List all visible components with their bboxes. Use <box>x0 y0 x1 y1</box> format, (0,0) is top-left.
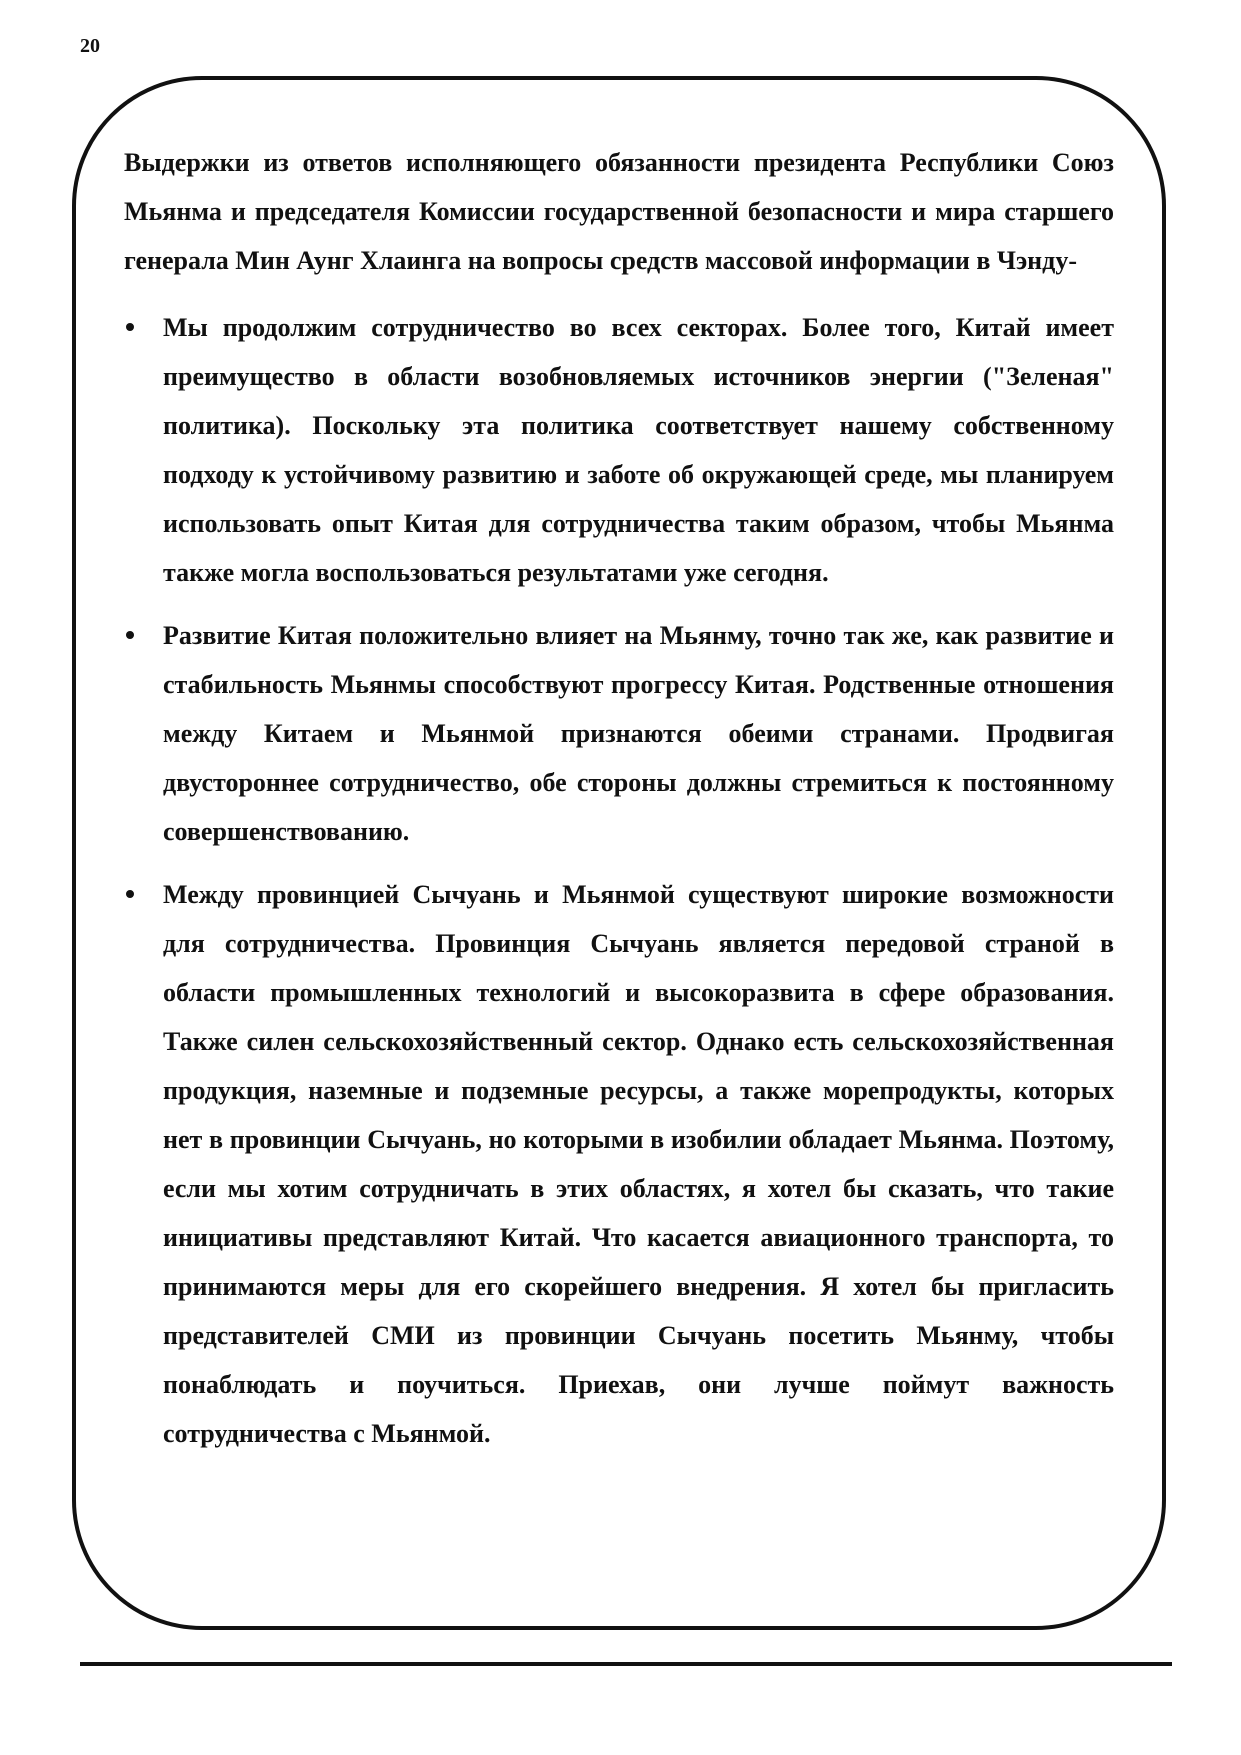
bullet-text: Мы продолжим сотрудничество во всех секторах. Более того, Китай имеет преимущество в области возобновляемых источников энергии ("Зеленая" политика). Поскольку эта политика соответствует нашему собственному подходу к устойчивому развитию и заботе об окружающей среде, мы планируем использовать опыт Китая для сотрудничества таким образом, чтобы Мьянма также могла воспользоваться результатами уже сегодня. <box>163 313 1114 587</box>
frame-content <box>124 138 1114 1472</box>
bullet-item <box>124 611 1114 856</box>
page-number: 20 <box>80 35 100 57</box>
bullet-item <box>124 303 1114 597</box>
bullet-dot-icon <box>126 890 134 898</box>
bullet-dot-icon <box>126 631 134 639</box>
rounded-text-frame <box>72 76 1166 1630</box>
bullet-text: Между провинцией Сычуань и Мьянмой существуют широкие возможности для сотрудничества. Провинция Сычуань является передовой страной в области промышленных технологий и высокоразвита в сфере образования. Также силен сельскохозяйственный сектор. Однако есть сельскохозяйственная продукция, наземные и подземные ресурсы, а также морепродукты, которых нет в провинции Сычуань, но которыми в изобилии обладает Мьянма. Поэтому, если мы хотим сотрудничать в этих областях, я хотел бы сказать, что такие инициативы представляют Китай. Что касается авиационного транспорта, то принимаются меры для его скорейшего внедрения. Я хотел бы пригласить представителей СМИ из провинции Сычуань посетить Мьянму, чтобы понаблюдать и поучиться. Приехав, они лучше поймут важность сотрудничества с Мьянмой. <box>163 880 1114 1448</box>
bullet-item <box>124 870 1114 1458</box>
intro-paragraph: Выдержки из ответов исполняющего обязанности президента Республики Союз Мьянма и председателя Комиссии государственной безопасности и мира старшего генерала Мин Аунг Хлаинга на вопросы средств массовой информации в Чэнду- <box>124 148 1114 275</box>
bullet-dot-icon <box>126 323 134 331</box>
bullet-list <box>124 303 1114 1458</box>
bullet-text: Развитие Китая положительно влияет на Мьянму, точно так же, как развитие и стабильность Мьянмы способствуют прогрессу Китая. Родственные отношения между Китаем и Мьянмой признаются обеими странами. Продвигая двустороннее сотрудничество, обе стороны должны стремиться к постоянному совершенствованию. <box>163 621 1114 846</box>
bottom-rule <box>80 1662 1172 1666</box>
